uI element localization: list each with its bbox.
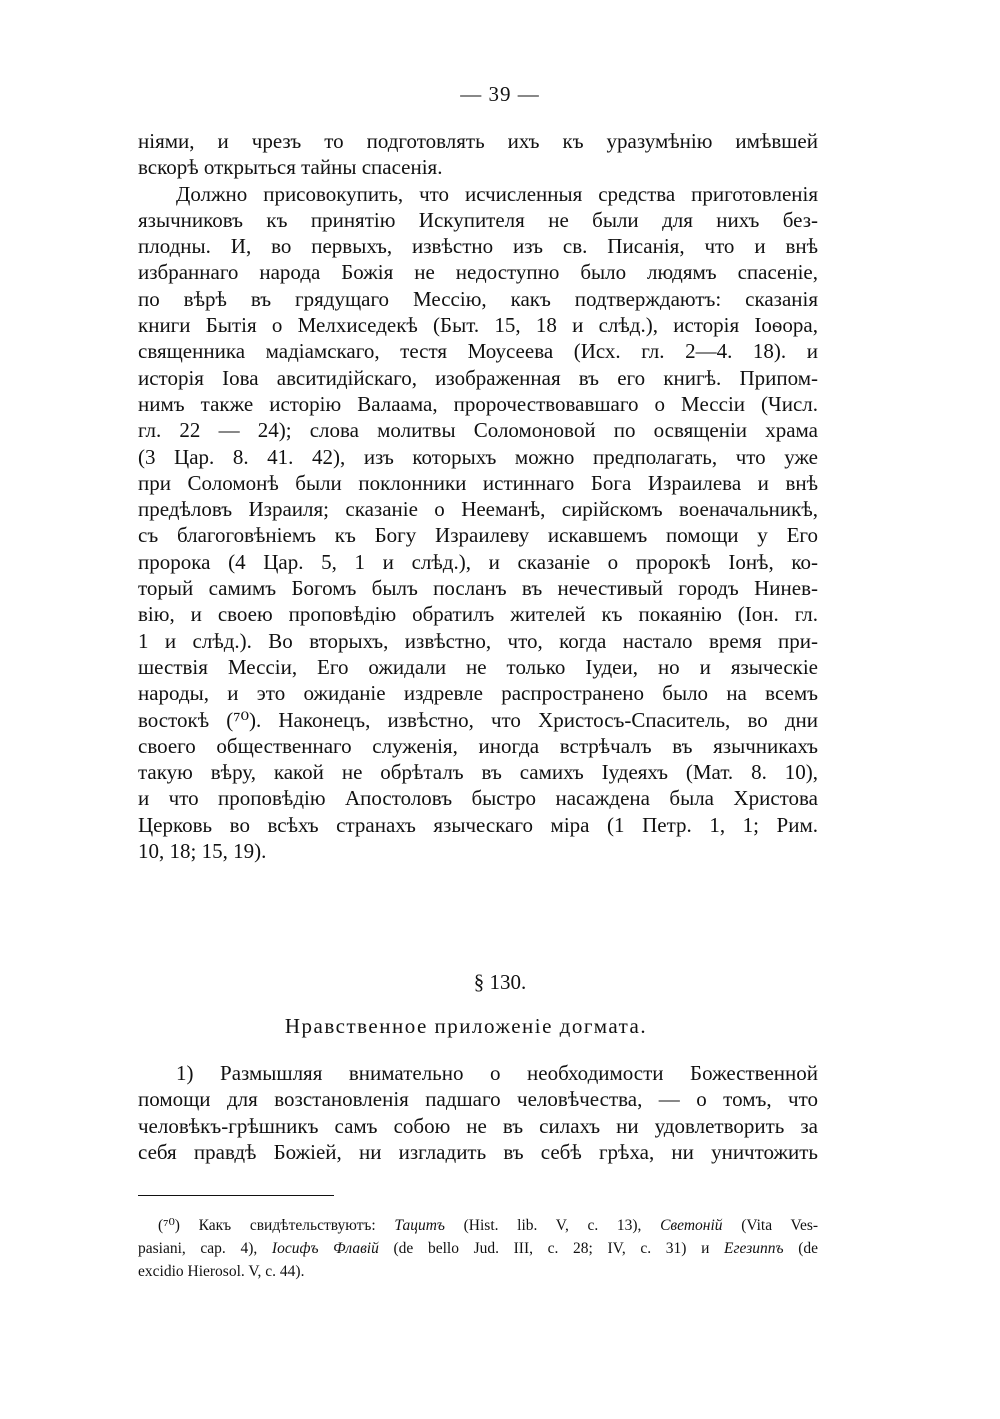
section-number: § 130. xyxy=(473,970,527,994)
footnote-text: Какъ свидѣтельствуютъ: xyxy=(198,1217,376,1234)
text-line: по вѣрѣ въ грядущаго Мессію, какъ подтверждаютъ: сказанія xyxy=(138,286,818,311)
text-line: съ благоговѣніемъ къ Богу Израилеву искавшемъ помощи у Его xyxy=(138,523,818,548)
text-line: и что проповѣдію Апостоловъ быстро насаждена была Христова xyxy=(138,786,818,811)
text-line: вію, и своею проповѣдію обратилъ жителей къ покаянію (Іон. гл. xyxy=(138,602,818,627)
footnote-text: pasiani, cap. 4), xyxy=(138,1240,258,1257)
text-line: избраннаго народа Божія не недоступно было людямъ спасеніе, xyxy=(138,260,818,285)
text-line: 1 и слѣд.). Во вторыхъ, извѣстно, что, когда настало время при- xyxy=(138,628,818,653)
page-number: — 39 — xyxy=(460,82,540,106)
footnote-author: Светоній xyxy=(660,1217,723,1234)
text-line: предѣловъ Израиля; сказаніе о Нееманѣ, сирійскомъ военачальникѣ, xyxy=(138,497,818,522)
text-line: нимъ также исторію Валаама, пророчествовавшаго о Мессіи (Числ. xyxy=(138,391,818,416)
text-line: своего общественнаго служенія, иногда встрѣчалъ въ язычникахъ xyxy=(138,733,818,758)
footnote-divider xyxy=(138,1195,334,1196)
text-line: пророка (4 Цар. 5, 1 и слѣд.), и сказаніе о пророкѣ Іонѣ, ко- xyxy=(138,549,818,574)
text-line: торый самимъ Богомъ былъ посланъ въ нечестивый городъ Нинев- xyxy=(138,576,818,601)
text-line: священника мадіамскаго, тестя Моусеева (Исх. гл. 2—4. 18). и xyxy=(138,339,818,364)
text-line: книги Бытія о Мелхиседекѣ (Быт. 15, 18 и слѣд.), исторія Іоѳора, xyxy=(138,313,818,338)
text-line: помощи для возстановленія падшаго человѣчества, — о томъ, что xyxy=(138,1087,818,1112)
footnote-text: (Vita Ves- xyxy=(741,1217,819,1234)
text-line: язычниковъ къ принятію Искупителя не были для нихъ без- xyxy=(138,207,818,232)
paragraph-block xyxy=(138,1060,818,1165)
footnote-text: (de bello Jud. III, c. 28; IV, c. 31) и xyxy=(393,1240,710,1257)
text-line: вскорѣ открыться тайны спасенія. xyxy=(138,155,443,180)
text-line: (3 Цар. 8. 41. 42), изъ которыхъ можно предполагать, что уже xyxy=(138,444,818,469)
text-line: ніями, и чрезъ то подготовлять ихъ къ уразумѣнію имѣвшей xyxy=(138,129,818,153)
footnote-line: excidio Hierosol. V, c. 44). xyxy=(138,1263,305,1280)
text-line: гл. 22 — 24); слова молитвы Соломоновой по освященіи храма xyxy=(138,418,818,443)
footnote-text: (Hist. lib. V, c. 13), xyxy=(463,1217,642,1234)
footnote-block xyxy=(138,1214,818,1283)
text-line: шествія Мессіи, Его ожидали не только Іудеи, но и языческіе xyxy=(138,654,818,679)
text-line: такую вѣру, какой не обрѣталъ въ самихъ Іудеяхъ (Мат. 8. 10), xyxy=(138,760,818,785)
text-line: человѣкъ-грѣшникъ самъ собою не въ силахъ ни удовлетворить за xyxy=(138,1113,818,1138)
footnote-line xyxy=(138,1214,818,1237)
text-line: исторія Іова авситидійскаго, изображенная въ его книгѣ. Припом- xyxy=(138,365,818,390)
section-title: Нравственное приложеніе догмата. xyxy=(284,1014,648,1038)
footnote-text: (de xyxy=(798,1240,819,1257)
text-line: Должно присовокупить, что исчисленныя средства приготовленія xyxy=(176,181,818,206)
text-line: при Соломонѣ были поклонники истиннаго Бога Израилева и внѣ xyxy=(138,470,818,495)
main-text-block xyxy=(138,128,818,864)
footnote-author: Егезиппъ xyxy=(724,1240,784,1257)
text-line: плодны. И, во первыхъ, извѣстно изъ св. Писанія, что и внѣ xyxy=(138,234,818,259)
text-line: 10, 18; 15, 19). xyxy=(138,839,267,864)
text-line: народы, и это ожиданіе издревле распространено было на всемъ xyxy=(138,681,818,706)
text-line: 1) Размышляя внимательно о необходимости Божественной xyxy=(176,1061,818,1085)
footnote-author: Тацитъ xyxy=(394,1217,445,1234)
text-line: Церковь во всѣхъ странахъ языческаго міра (1 Петр. 1, 1; Рим. xyxy=(138,812,818,837)
footnote-author: Іосифъ Флавій xyxy=(271,1240,379,1257)
footnote-marker: (⁷⁰) xyxy=(158,1217,180,1234)
footnote-line xyxy=(138,1237,818,1260)
text-line: себя правдѣ Божіей, ни изгладить въ себѣ грѣха, ни уничтожить xyxy=(138,1139,818,1164)
text-line: востокѣ (⁷⁰). Наконецъ, извѣстно, что Христосъ-Спаситель, во дни xyxy=(138,707,818,732)
